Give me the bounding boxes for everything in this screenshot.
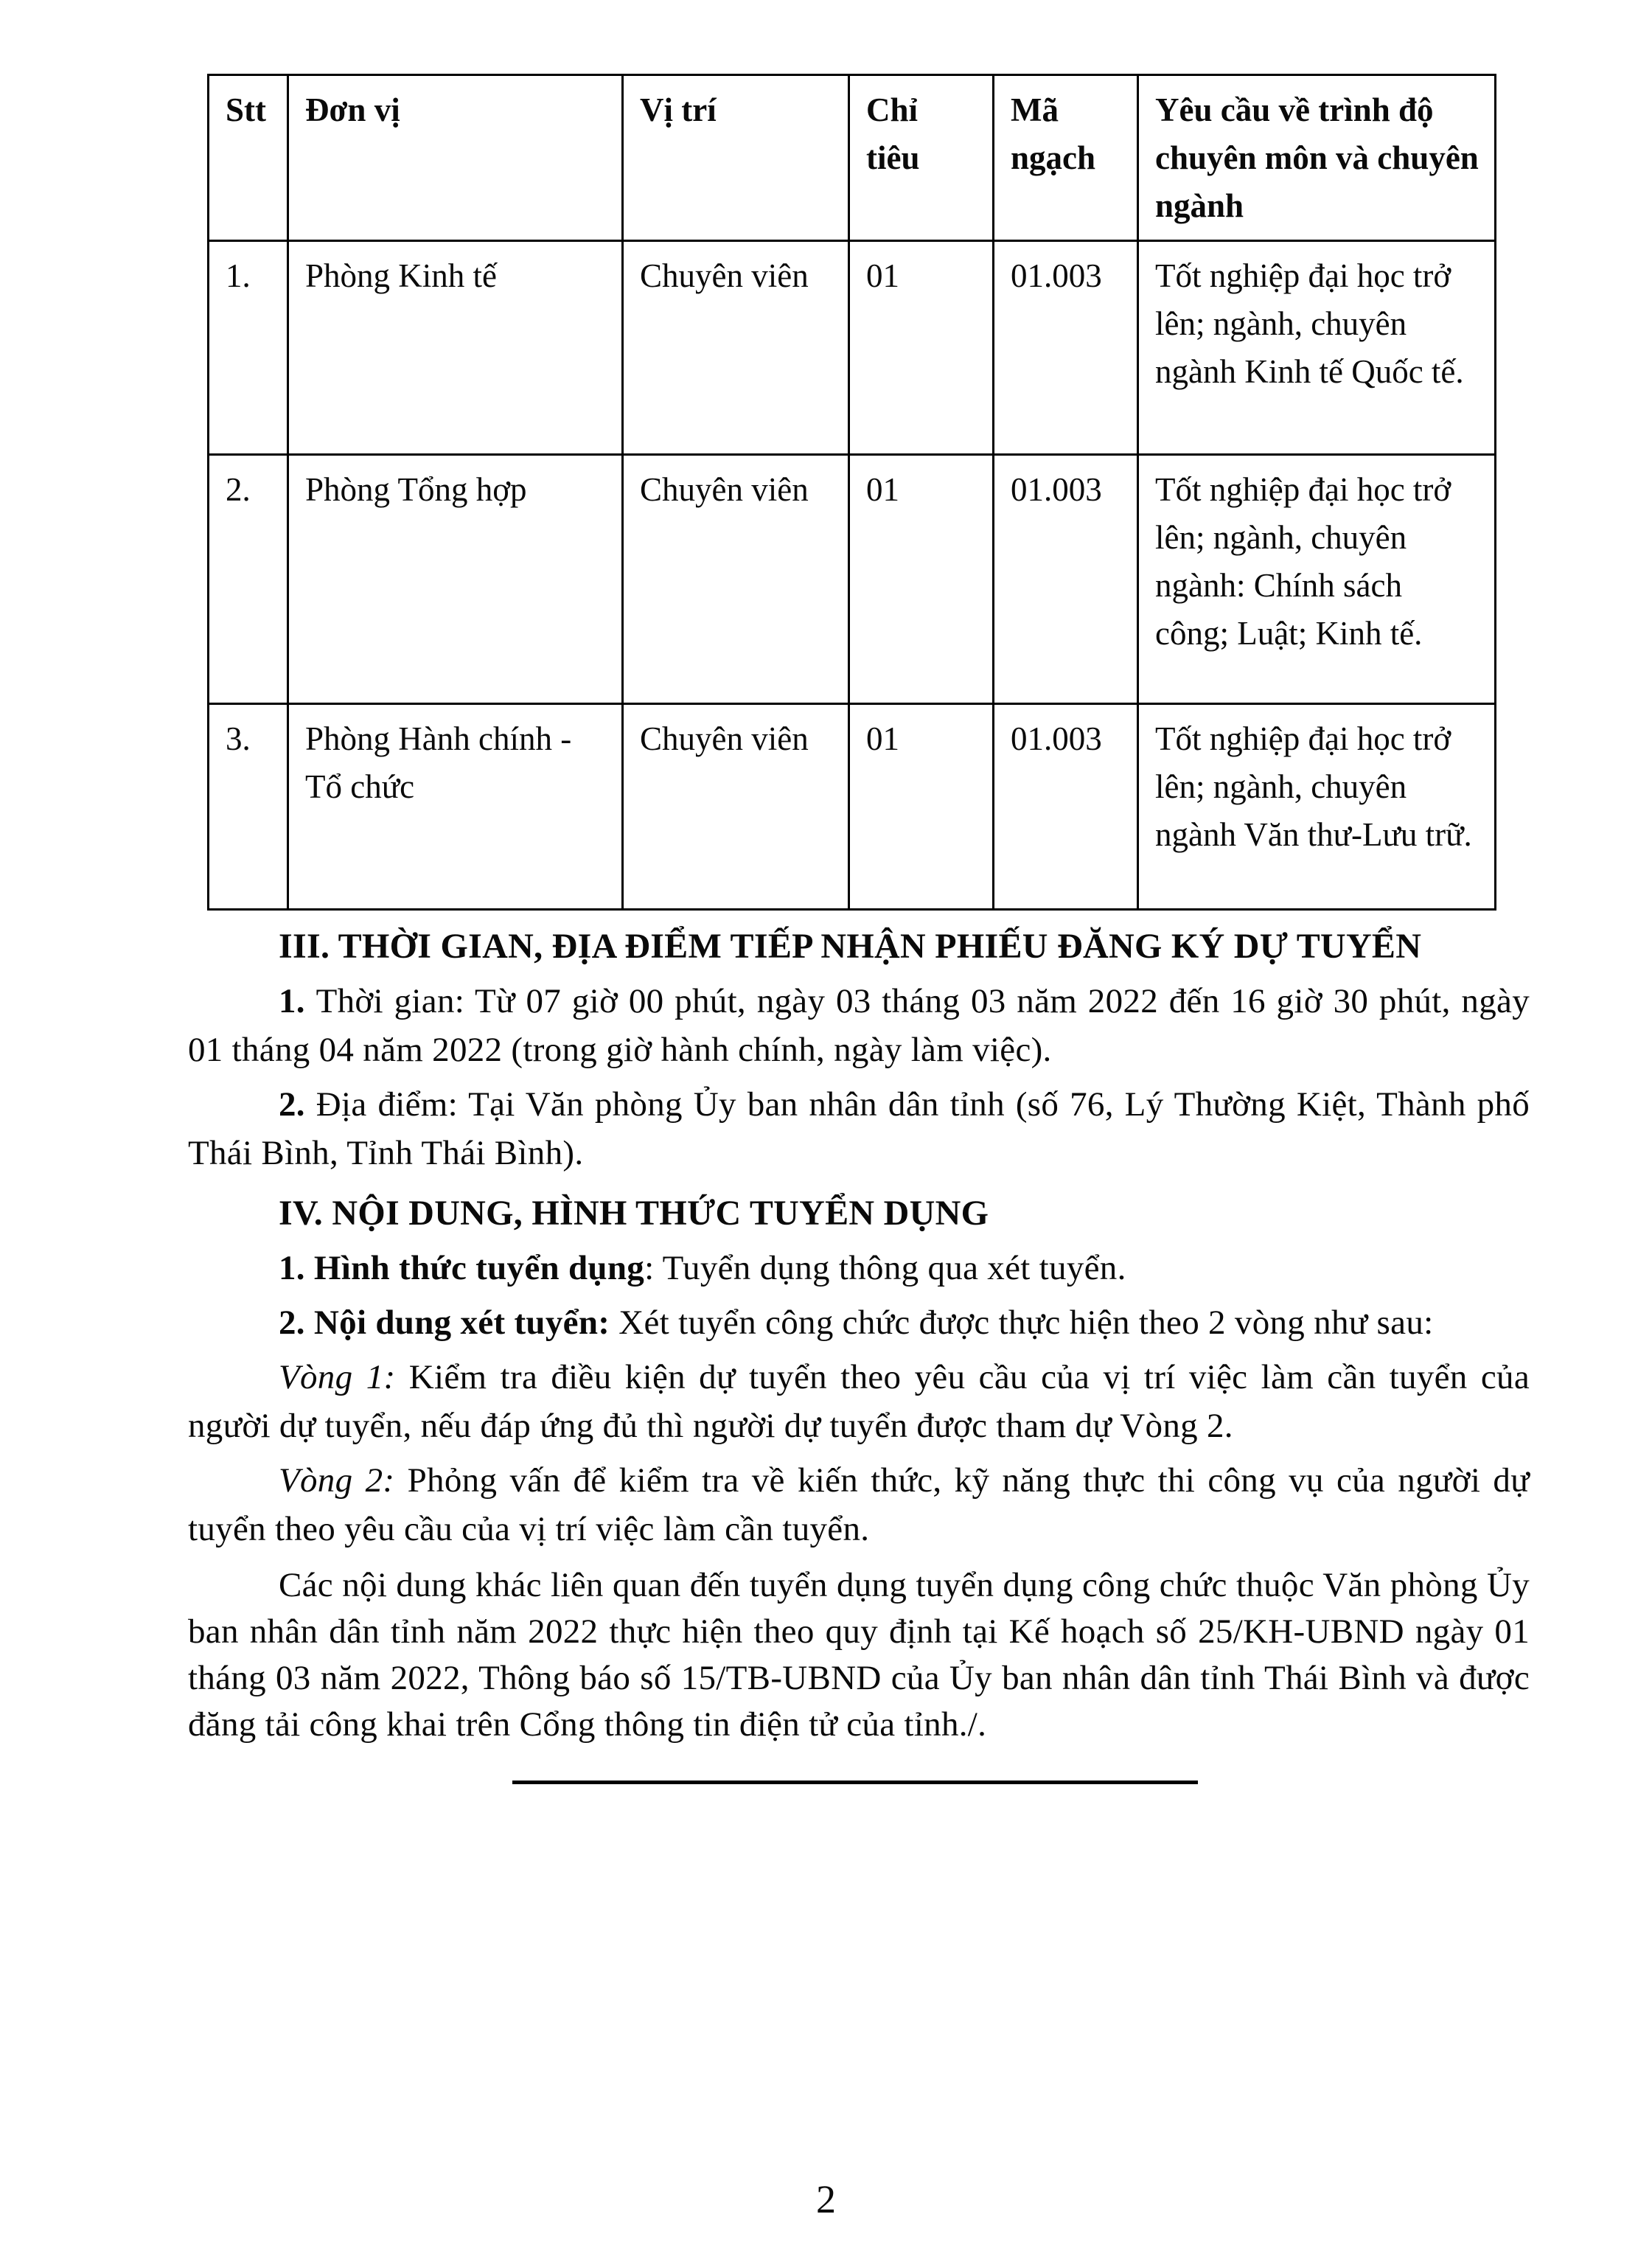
section-iii-heading: III. THỜI GIAN, ĐỊA ĐIỂM TIẾP NHẬN PHIẾU ĐĂNG KÝ DỰ TUYỂN — [279, 927, 1422, 966]
col-header-stt: Stt — [209, 75, 288, 241]
round2-text: Phỏng vấn để kiểm tra về kiến thức, kỹ năng thực thi công vụ của người dự tuyển theo yêu cầu của vị trí việc làm cần tuyển. — [188, 1461, 1530, 1548]
col-header-yeu-cau: Yêu cầu về trình độ chuyên môn và chuyên ngành — [1138, 75, 1496, 241]
place-item-number: 2. — [279, 1085, 316, 1124]
table-row — [209, 455, 1496, 704]
vacancy-table — [207, 74, 1496, 911]
paragraph-content — [188, 1298, 1530, 1347]
row3-stt: 3. — [209, 704, 288, 910]
table-header-row — [209, 75, 1496, 241]
col-header-chi-tieu: Chỉ tiêu — [849, 75, 994, 241]
row2-ma-ngach: 01.003 — [994, 455, 1138, 704]
signature-separator-rule — [512, 1781, 1198, 1784]
row2-stt: 2. — [209, 455, 288, 704]
row1-ma-ngach: 01.003 — [994, 241, 1138, 455]
form-item-label: 1. Hình thức tuyển dụng — [279, 1249, 645, 1287]
row1-don-vi: Phòng Kinh tế — [288, 241, 623, 455]
form-item-text: : Tuyển dụng thông qua xét tuyển. — [644, 1249, 1126, 1287]
document-body — [188, 922, 1530, 1784]
row2-don-vi: Phòng Tổng hợp — [288, 455, 623, 704]
row3-chi-tieu: 01 — [849, 704, 994, 910]
paragraph-form — [188, 1244, 1530, 1292]
row2-yeu-cau: Tốt nghiệp đại học trở lên; ngành, chuyên ngành: Chính sách công; Luật; Kinh tế. — [1138, 455, 1496, 704]
row1-vi-tri: Chuyên viên — [623, 241, 849, 455]
row1-stt: 1. — [209, 241, 288, 455]
time-item-number: 1. — [279, 982, 316, 1020]
round2-label: Vòng 2: — [279, 1461, 395, 1500]
table-row — [209, 241, 1496, 455]
paragraph-closing: Các nội dung khác liên quan đến tuyển dụng tuyển dụng công chức thuộc Văn phòng Ủy ban nhân dân tỉnh năm 2022 thực hiện theo quy định tại Kế hoạch số 25/KH-UBND ngày 01 tháng 03 năm 2022, Thông báo số 15/TB-UBND của Ủy ban nhân dân tỉnh Thái Bình và được đăng tải công khai trên Cổng thông tin điện tử của tỉnh./. — [188, 1566, 1530, 1744]
time-item-text: Thời gian: Từ 07 giờ 00 phút, ngày 03 tháng 03 năm 2022 đến 16 giờ 30 phút, ngày 01 tháng 04 năm 2022 (trong giờ hành chính, ngày làm việc). — [188, 982, 1530, 1069]
page-number: 2 — [816, 2177, 836, 2221]
row2-chi-tieu: 01 — [849, 455, 994, 704]
section-iv-heading: IV. NỘI DUNG, HÌNH THỨC TUYỂN DỤNG — [279, 1194, 989, 1233]
row3-ma-ngach: 01.003 — [994, 704, 1138, 910]
round1-text: Kiểm tra điều kiện dự tuyển theo yêu cầu của vị trí việc làm cần tuyển của người dự tuyển, nếu đáp ứng đủ thì người dự tuyển được tham dự Vòng 2. — [188, 1358, 1530, 1445]
row3-vi-tri: Chuyên viên — [623, 704, 849, 910]
content-item-label: 2. Nội dung xét tuyển: — [279, 1303, 610, 1342]
col-header-vi-tri: Vị trí — [623, 75, 849, 241]
content-item-text: Xét tuyển công chức được thực hiện theo 2 vòng như sau: — [610, 1303, 1434, 1342]
row1-yeu-cau: Tốt nghiệp đại học trở lên; ngành, chuyên ngành Kinh tế Quốc tế. — [1138, 241, 1496, 455]
table-row — [209, 704, 1496, 910]
row2-vi-tri: Chuyên viên — [623, 455, 849, 704]
paragraph-round-2 — [188, 1456, 1530, 1553]
col-header-don-vi: Đơn vị — [288, 75, 623, 241]
place-item-text: Địa điểm: Tại Văn phòng Ủy ban nhân dân tỉnh (số 76, Lý Thường Kiệt, Thành phố Thái Bình, Tỉnh Thái Bình). — [188, 1085, 1530, 1172]
paragraph-place — [188, 1080, 1530, 1177]
col-header-ma-ngach: Mã ngạch — [994, 75, 1138, 241]
paragraph-round-1 — [188, 1353, 1530, 1450]
paragraph-time — [188, 977, 1530, 1074]
round1-label: Vòng 1: — [279, 1358, 396, 1396]
row3-yeu-cau: Tốt nghiệp đại học trở lên; ngành, chuyên ngành Văn thư-Lưu trữ. — [1138, 704, 1496, 910]
row3-don-vi: Phòng Hành chính - Tổ chức — [288, 704, 623, 910]
row1-chi-tieu: 01 — [849, 241, 994, 455]
